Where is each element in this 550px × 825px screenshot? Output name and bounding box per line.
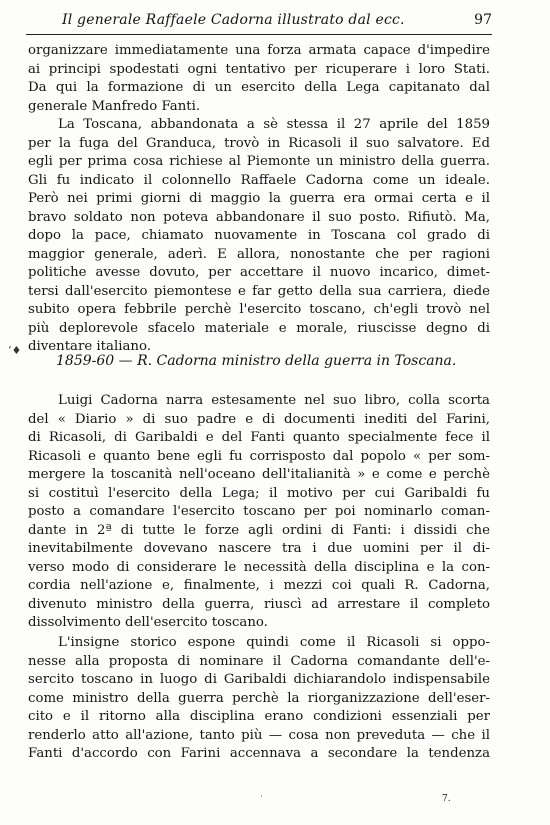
paragraph-luigi-cadorna xyxy=(28,392,490,633)
text-line: Fanti d'accordo con Farini accennava a secondare la tendenza xyxy=(28,746,490,761)
text-line: renderlo atto all'azione, tanto più — cosa non preveduta — che il xyxy=(28,727,490,743)
paragraph-tuscany xyxy=(28,116,490,357)
text-line: subito opera febbrile perchè l'esercito toscano, ch'egli trovò nel xyxy=(28,302,490,317)
section-heading: 1859-60 — R. Cadorna ministro della guerra in Toscana. xyxy=(56,353,457,369)
text-line: Luigi Cadorna narra estesamente nel suo libro, colla scorta xyxy=(58,393,490,408)
text-line: tersi dall'esercito piemontese e far getto della sua carriera, diede xyxy=(28,283,490,299)
text-line: sercito toscano in luogo di Garibaldi dichiarandolo indispensabile xyxy=(28,672,490,687)
text-line: Ricasoli e quanto bene egli fu corrisposto dal popolo « per som- xyxy=(28,448,490,464)
text-line: si costituì l'esercito della Lega; il motivo per cui Garibaldi fu xyxy=(28,485,490,501)
text-line: cordia nell'azione e, finalmente, i mezzi coi quali R. Cadorna, xyxy=(28,578,490,593)
text-line: di Ricasoli, di Garibaldi e del Fanti quanto specialmente fece il xyxy=(28,430,490,445)
text-line: egli per prima cosa richiese al Piemonte un ministro della guerra. xyxy=(28,154,490,169)
page-number: 97 xyxy=(474,12,492,28)
margin-mark: ‘♦ xyxy=(8,344,22,357)
footer-dot: · xyxy=(260,792,263,802)
text-line: verso modo di considerare le necessità della disciplina e la con- xyxy=(28,559,490,575)
text-line: L'insigne storico espone quindi come il Ricasoli si oppo- xyxy=(58,635,490,650)
text-line: La Toscana, abbandonata a sè stessa il 27 aprile del 1859 xyxy=(58,117,490,132)
text-line: Però nei primi giorni di maggio la guerra era ormai certa e il xyxy=(28,191,490,206)
text-line: maggior generale, aderì. E allora, nonostante che per ragioni xyxy=(28,246,490,262)
text-line: generale Manfredo Fanti. xyxy=(28,98,201,114)
signature-mark: 7. xyxy=(442,794,451,804)
running-title: Il generale Raffaele Cadorna illustrato dal ecc. xyxy=(62,12,405,28)
text-line: inevitabilmente dovevano nascere tra i due uomini per il di- xyxy=(28,541,490,556)
paragraph-ricasoli xyxy=(28,634,490,764)
text-line: divenuto ministro della guerra, riuscì ad arrestare il completo xyxy=(28,596,490,612)
text-line: posto a comandare l'esercito toscano per poi nominarlo coman- xyxy=(28,504,490,519)
text-line: cito e il ritorno alla disciplina erano condizioni essenziali per xyxy=(28,709,490,724)
text-line: diventare italiano. xyxy=(28,339,151,354)
text-line: dopo la pace, chiamato nuovamente in Toscana col grado di xyxy=(28,228,490,243)
paragraph-continuation xyxy=(28,42,490,116)
text-line: mergere la toscanità nell'oceano dell'italianità » e come e perchè xyxy=(28,467,490,482)
text-line: Gli fu indicato il colonnello Raffaele Cadorna come un ideale. xyxy=(28,172,490,188)
text-line: dissolvimento dell'esercito toscano. xyxy=(28,615,268,630)
text-line: dante in 2ª di tutte le forze agli ordini di Fanti: i dissidi che xyxy=(28,522,490,538)
page-header xyxy=(26,10,492,35)
text-line: politiche avesse dovuto, per accettare il nuovo incarico, dimet- xyxy=(28,265,490,280)
text-line: ai principi spodestati ogni tentativo per ricuperare i loro Stati. xyxy=(28,61,490,77)
text-line: per la fuga del Granduca, trovò in Ricasoli il suo salvatore. Ed xyxy=(28,135,490,151)
text-line: del « Diario » di suo padre e di documenti inediti del Farini, xyxy=(28,411,490,427)
text-line: come ministro della guerra perchè la riorganizzazione dell'eser- xyxy=(28,690,490,706)
text-line: bravo soldato non poteva abbandonare il suo posto. Rifiutò. Ma, xyxy=(28,209,490,225)
text-line: Da qui la formazione di un esercito della Lega capitanato dal xyxy=(28,80,490,95)
text-line: più deplorevole sfacelo materiale e morale, riuscisse degno di xyxy=(28,320,490,336)
text-line: nesse alla proposta di nominare il Cadorna comandante dell'e- xyxy=(28,653,490,669)
text-line: organizzare immediatamente una forza armata capace d'impedire xyxy=(28,43,490,58)
